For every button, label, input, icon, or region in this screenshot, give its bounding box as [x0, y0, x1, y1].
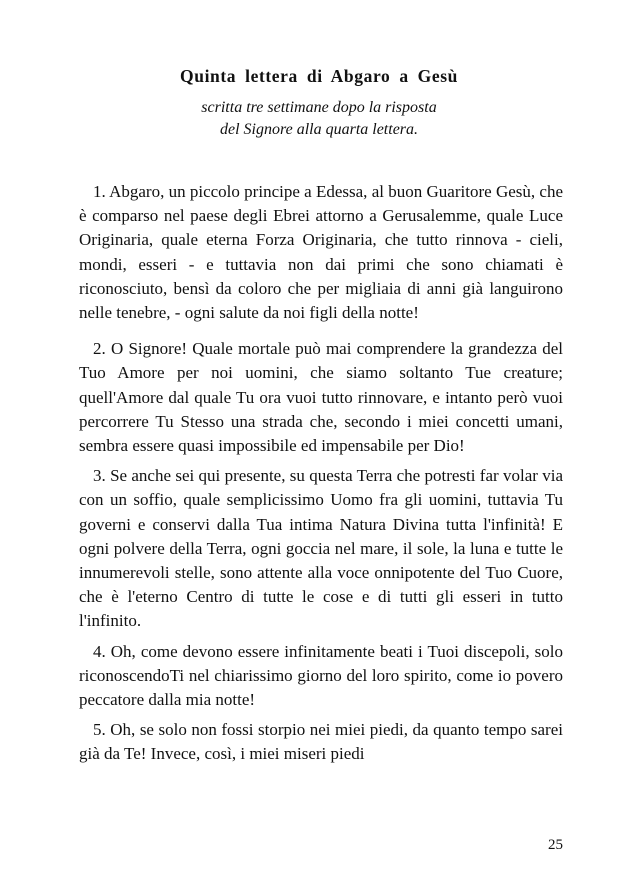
subtitle-line-2: del Signore alla quarta lettera. [219, 121, 419, 138]
paragraph-1: 1. Abgaro, un piccolo principe a Edessa, al buon Guaritore Gesù, che è comparso nel paese degli Ebrei attorno a Gerusalemme, quale Luce Originaria, quale eterna Forza Originaria, che tutto rinnova - cieli, mondi, esseri - e tuttavia non dai primi che sono chiamati è riconosciuto, bensì da coloro che per migliaia di anni già languirono nelle tenebre, - ogni salute da noi figli della notte! [79, 182, 563, 323]
paragraph-4: 4. Oh, come devono essere infinitamente beati i Tuoi discepoli, solo riconoscendoTi nel chiarissimo giorno del loro spirito, come io povero peccatore dalla mia notte! [79, 641, 563, 710]
page-number: 25 [548, 837, 563, 853]
letter-body [79, 180, 563, 767]
letter-subtitle [0, 97, 638, 141]
letter-title: Quinta lettera di Abgaro a Gesù [180, 66, 458, 86]
paragraph-2: 2. O Signore! Quale mortale può mai comprendere la grandezza del Tuo Amore per noi uomini, che siamo soltanto Tue creature; quell'Amore dal quale Tu ora vuoi tutto rinnovare, e intanto però vuoi percorrere Tu Stesso una strada che, secondo i miei concetti umani, sembra essere quasi impossibile ed impensabile per Dio! [79, 339, 563, 456]
paragraph-5: 5. Oh, se solo non fossi storpio nei miei piedi, da quanto tempo sarei già da Te! Invece, così, i miei miseri piedi [79, 720, 563, 764]
subtitle-line-1: scritta tre settimane dopo la risposta [201, 99, 437, 116]
paragraph-3: 3. Se anche sei qui presente, su questa Terra che potresti far volar via con un soffio, quale semplicissimo Uomo fra gli uomini, tuttavia Tu governi e conservi dalla Tua intima Natura Divina tutta l'infinità! E ogni polvere della Terra, ogni goccia nel mare, il sole, la luna e tutte le innumerevoli stelle, sono attente alla voce onnipotente del Tuo Cuore, che è l'eterno Centro di tutte le cose e di tutti gli esseri in tutto l'infinito. [79, 466, 563, 631]
